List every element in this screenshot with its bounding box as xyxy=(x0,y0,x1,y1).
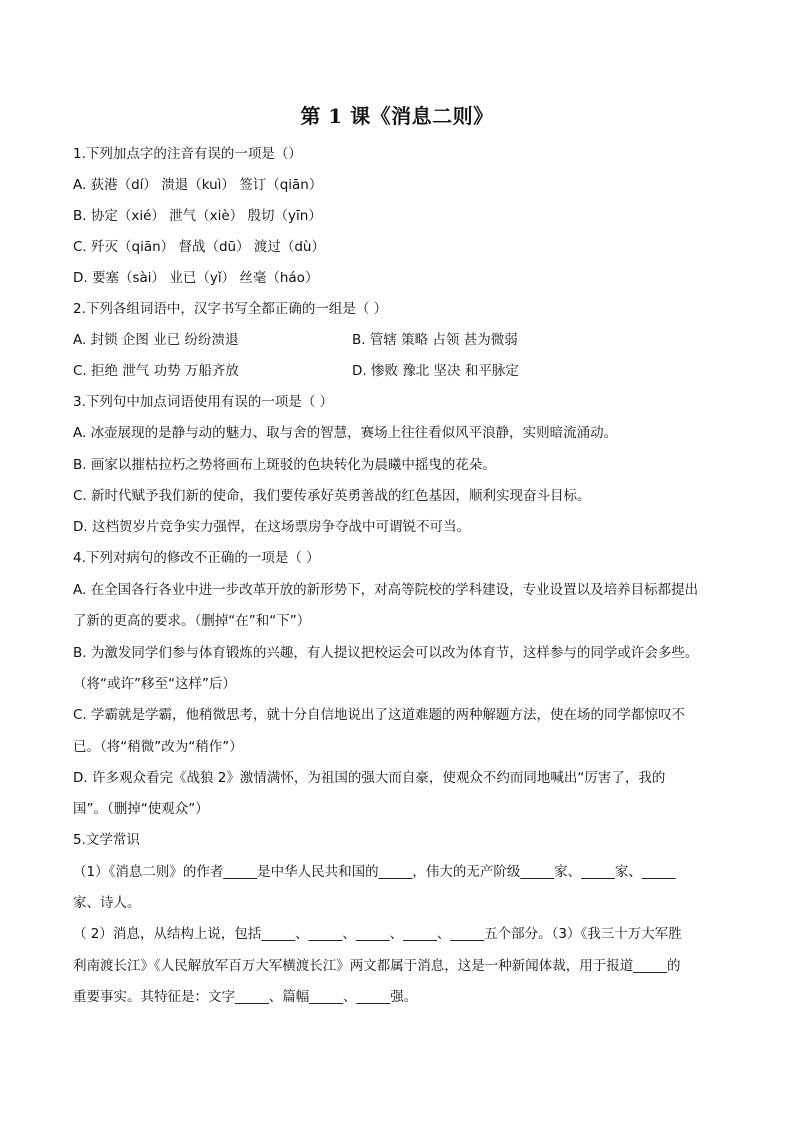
question-4: 4.下列对病句的修改不正确的一项是（ ） xyxy=(73,550,320,566)
question-4-option-a-line-1: A. 在全国各行各业中进一步改革开放的新形势下，对高等院校的学科建设，专业设置以及培养目标都提出 xyxy=(73,582,699,598)
question-1: 1.下列加点字的注音有误的一项是（） xyxy=(73,146,302,162)
question-5-part-1-line-1: （1）《消息二则》的作者_____是中华人民共和国的_____，伟大的无产阶级_____家、_____家、_____ xyxy=(73,864,676,880)
question-4-option-d-line-1: D. 许多观众看完《战狼 2》激情满怀，为祖国的强大而自豪，使观众不约而同地喊出“厉害了，我的 xyxy=(73,770,666,786)
question-3-option-b: B. 画家以摧枯拉朽之势将画布上斑驳的色块转化为晨曦中摇曳的花朵。 xyxy=(73,457,496,473)
question-4-option-b-line-2: （将“或许”移至“这样”后） xyxy=(73,676,236,692)
question-3-option-a: A. 冰壶展现的是静与动的魅力、取与舍的智慧，赛场上往往看似风平浪静，实则暗流涌动。 xyxy=(73,425,618,441)
page-title: 第 1 课《消息二则》 xyxy=(300,104,494,128)
question-3-option-d: D. 这档贺岁片竞争实力强悍，在这场票房争夺战中可谓锐不可当。 xyxy=(73,519,470,535)
question-3-option-c: C. 新时代赋予我们新的使命，我们要传承好英勇善战的红色基因，顺利实现奋斗目标。 xyxy=(73,488,591,504)
question-5-part-2-line-1: （ 2）消息，从结构上说，包括_____、_____、_____、_____、_____五个部分。（3）《我三十万大军胜 xyxy=(73,926,682,942)
question-5: 5.文学常识 xyxy=(73,832,140,848)
question-1-option-a: A. 荻港（dí） 溃退（kuì） 签订（qiān） xyxy=(73,177,323,193)
question-2-option-a: A. 封锁 企图 业已 纷纷溃退 xyxy=(73,332,239,348)
question-3: 3.下列句中加点词语使用有误的一项是（ ） xyxy=(73,394,334,410)
question-2-option-d: D. 惨败 豫北 坚决 和平脉定 xyxy=(352,363,519,379)
question-1-option-b: B. 协定（xié） 泄气（xiè） 殷切（yīn） xyxy=(73,208,322,224)
question-2-option-c: C. 拒绝 泄气 功势 万船齐放 xyxy=(73,363,239,379)
question-1-option-d: D. 要塞（sài） 业已（yǐ） 丝毫（háo） xyxy=(73,270,319,286)
question-5-part-3-line-2: 重要事实。其特征是：文字_____、篇幅_____、_____强。 xyxy=(73,989,418,1005)
question-4-option-c-line-1: C. 学霸就是学霸，他稍微思考，就十分自信地说出了这道难题的两种解题方法，使在场的同学都惊叹不 xyxy=(73,707,686,723)
question-5-part-3-line-1: 利南渡长江》《人民解放军百万大军横渡长江》两文都属于消息，这是一种新闻体裁，用于报道_____的 xyxy=(73,958,681,974)
question-2: 2.下列各组词语中，汉字书写全都正确的一组是（ ） xyxy=(73,301,388,317)
question-4-option-a-line-2: 了新的更高的要求。（删掉“在”和“下”） xyxy=(73,613,311,629)
question-4-option-c-line-2: 已。（将“稍微”改为“稍作”） xyxy=(73,739,243,755)
question-1-option-c: C. 歼灭（qiān） 督战（dū） 渡过（dù） xyxy=(73,239,325,255)
question-4-option-d-line-2: 国”。（删掉“使观众”） xyxy=(73,801,209,817)
question-2-option-b: B. 管辖 策略 占领 甚为微弱 xyxy=(352,332,518,348)
question-5-part-1-line-2: 家、诗人。 xyxy=(73,895,141,911)
question-4-option-b-line-1: B. 为激发同学们参与体育锻炼的兴趣，有人提议把校运会可以改为体育节，这样参与的同学或许会多些。 xyxy=(73,645,699,661)
